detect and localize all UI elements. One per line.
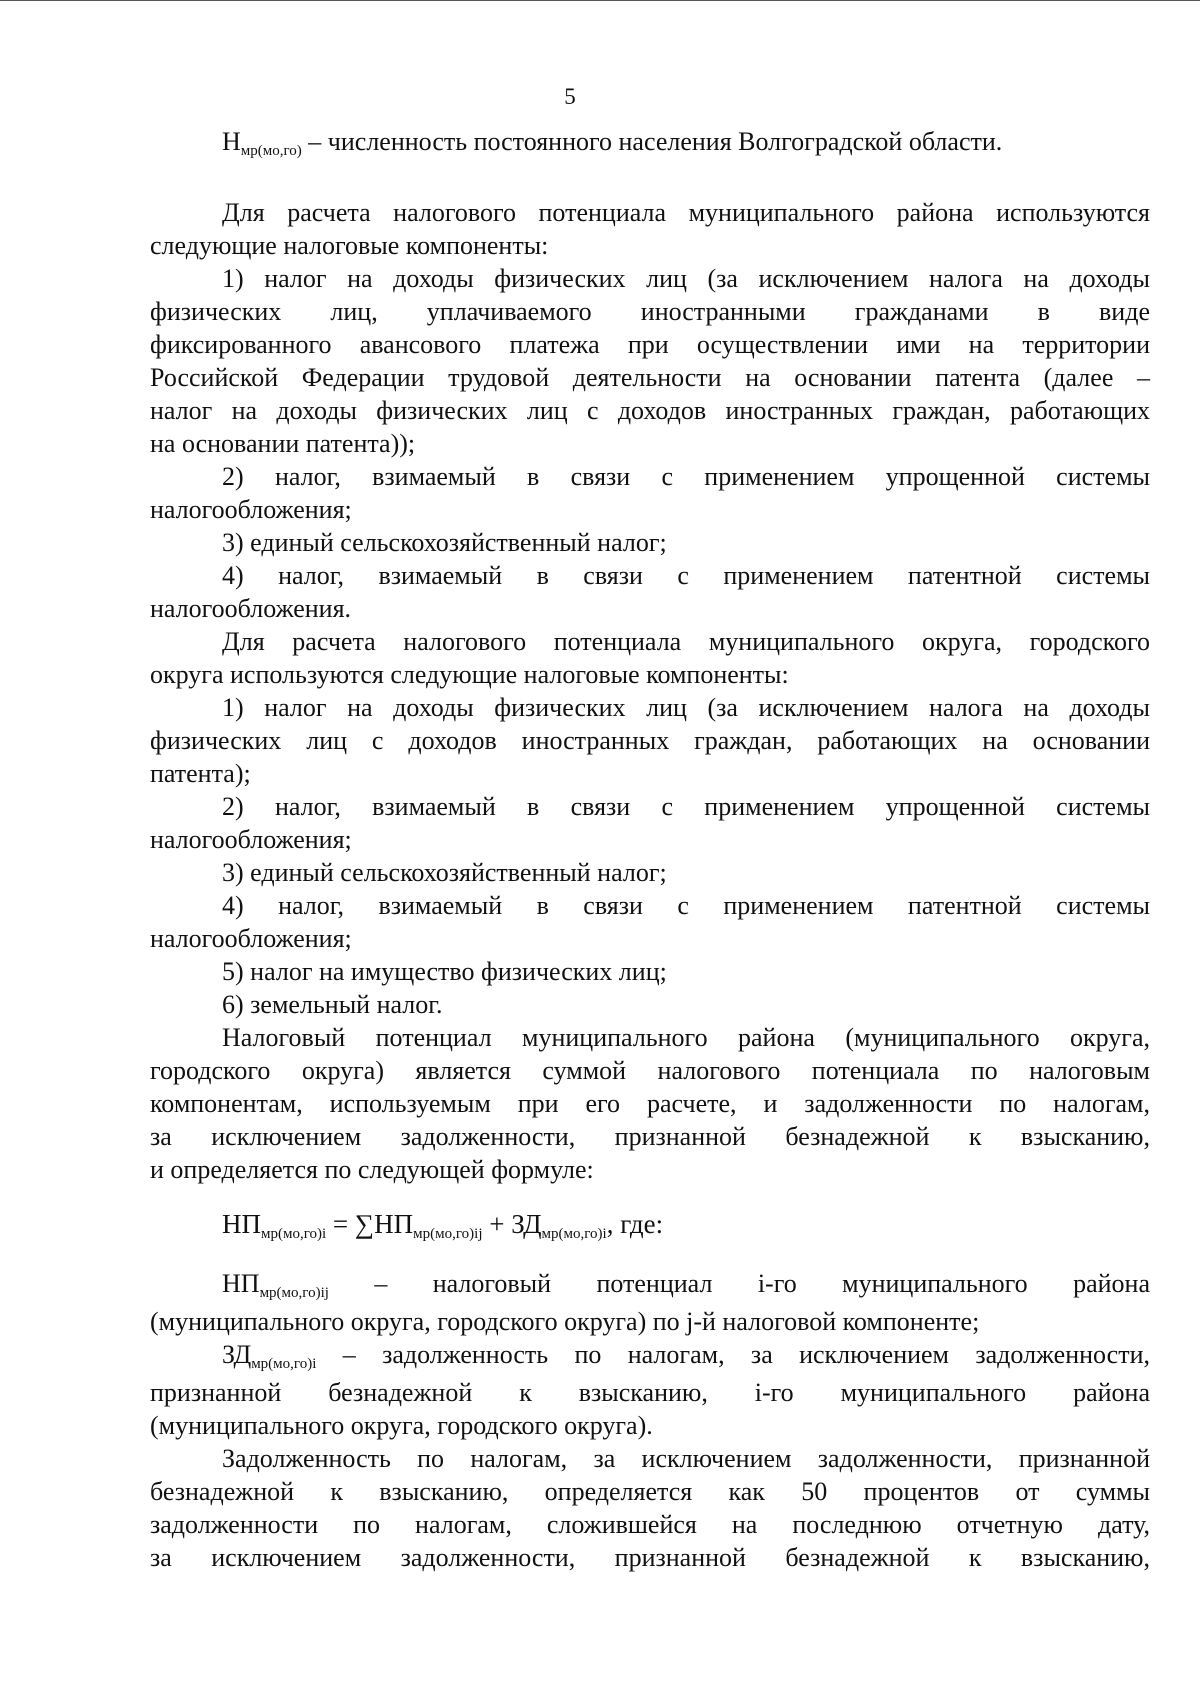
page-number: 5 (564, 84, 576, 109)
list-item-line: 5) налог на имущество физических лиц; (222, 957, 667, 986)
list-item-line: налогообложения. (150, 594, 352, 623)
list-item-line: на основании патента)); (150, 429, 416, 458)
tax-potential-formula: НПмр(мо,го)i = ∑НПмр(мо,го)ij + ЗДмр(мо,го)i, где: (222, 1209, 664, 1242)
spacer (150, 163, 1150, 196)
paragraph-line: задолженности по налогам, сложившейся на последнюю отчетную дату, (150, 1510, 1150, 1539)
list-item-line: 4) налог, взимаемый в связи с применением патентной системы (222, 891, 1150, 920)
list-item-line: 2) налог, взимаемый в связи с применением упрощенной системы (222, 462, 1150, 491)
paragraph-line: Для расчета налогового потенциала муниципального района используются (222, 198, 1150, 227)
list-item-line: 3) единый сельскохозяйственный налог; (222, 528, 667, 557)
paragraph-line: округа используются следующие налоговые компоненты: (150, 660, 789, 689)
list-item-line: налог на доходы физических лиц с доходов иностранных граждан, работающих (150, 396, 1150, 425)
list-item-line: 6) земельный налог. (222, 990, 443, 1019)
paragraph-line: (муниципального округа, городского округа). (150, 1411, 653, 1440)
paragraph-line: следующие налоговые компоненты: (150, 231, 549, 260)
list-item-line: патента); (150, 759, 251, 788)
paragraph-line: признанной безнадежной к взысканию, i-го муниципального района (150, 1378, 1150, 1407)
list-item-line: фиксированного авансового платежа при осуществлении ими на территории (150, 330, 1150, 359)
list-item-line: 4) налог, взимаемый в связи с применением патентной системы (222, 561, 1150, 590)
paragraph-line: городского округа) является суммой налогового потенциала по налоговым (150, 1056, 1150, 1085)
paragraph-line: Налоговый потенциал муниципального района (муниципального округа, (222, 1023, 1150, 1052)
paragraph-line: (муниципального округа, городского округа) по j-й налоговой компоненте; (150, 1307, 980, 1336)
list-item-line: налогообложения; (150, 924, 352, 953)
definition-population: Нмр(мо,го) – численность постоянного населения Волгоградской области. (222, 127, 1003, 159)
definition-debt: ЗДмр(мо,го)i – задолженность по налогам, за исключением задолженности, (222, 1340, 1150, 1372)
paragraph-line: за исключением задолженности, признанной безнадежной к взысканию, (150, 1543, 1150, 1572)
list-item-line: Российской Федерации трудовой деятельности на основании патента (далее – (150, 363, 1150, 392)
list-item-line: 3) единый сельскохозяйственный налог; (222, 858, 667, 887)
list-item-line: 2) налог, взимаемый в связи с применением упрощенной системы (222, 792, 1150, 821)
list-item-line: 1) налог на доходы физических лиц (за исключением налога на доходы (222, 693, 1150, 722)
list-item-line: 1) налог на доходы физических лиц (за исключением налога на доходы (222, 264, 1150, 293)
spacer (150, 1186, 1150, 1204)
list-item-line: налогообложения; (150, 495, 352, 524)
document-body (150, 125, 1150, 1574)
paragraph-line: и определяется по следующей формуле: (150, 1155, 594, 1184)
paragraph-line: Задолженность по налогам, за исключением задолженности, признанной (222, 1444, 1150, 1473)
list-item-line: физических лиц с доходов иностранных граждан, работающих на основании (150, 726, 1150, 755)
spacer (150, 1249, 1150, 1267)
paragraph-line: Для расчета налогового потенциала муниципального округа, городского (222, 627, 1150, 656)
paragraph-line: компонентам, используемым при его расчете, и задолженности по налогам, (150, 1089, 1150, 1118)
definition-tax-potential: НПмр(мо,го)ij – налоговый потенциал i-го муниципального района (222, 1269, 1150, 1301)
paragraph-line: безнадежной к взысканию, определяется как 50 процентов от суммы (150, 1477, 1150, 1506)
list-item-line: физических лиц, уплачиваемого иностранными гражданами в виде (150, 297, 1150, 326)
list-item-line: налогообложения; (150, 825, 352, 854)
paragraph-line: за исключением задолженности, признанной безнадежной к взысканию, (150, 1122, 1150, 1151)
